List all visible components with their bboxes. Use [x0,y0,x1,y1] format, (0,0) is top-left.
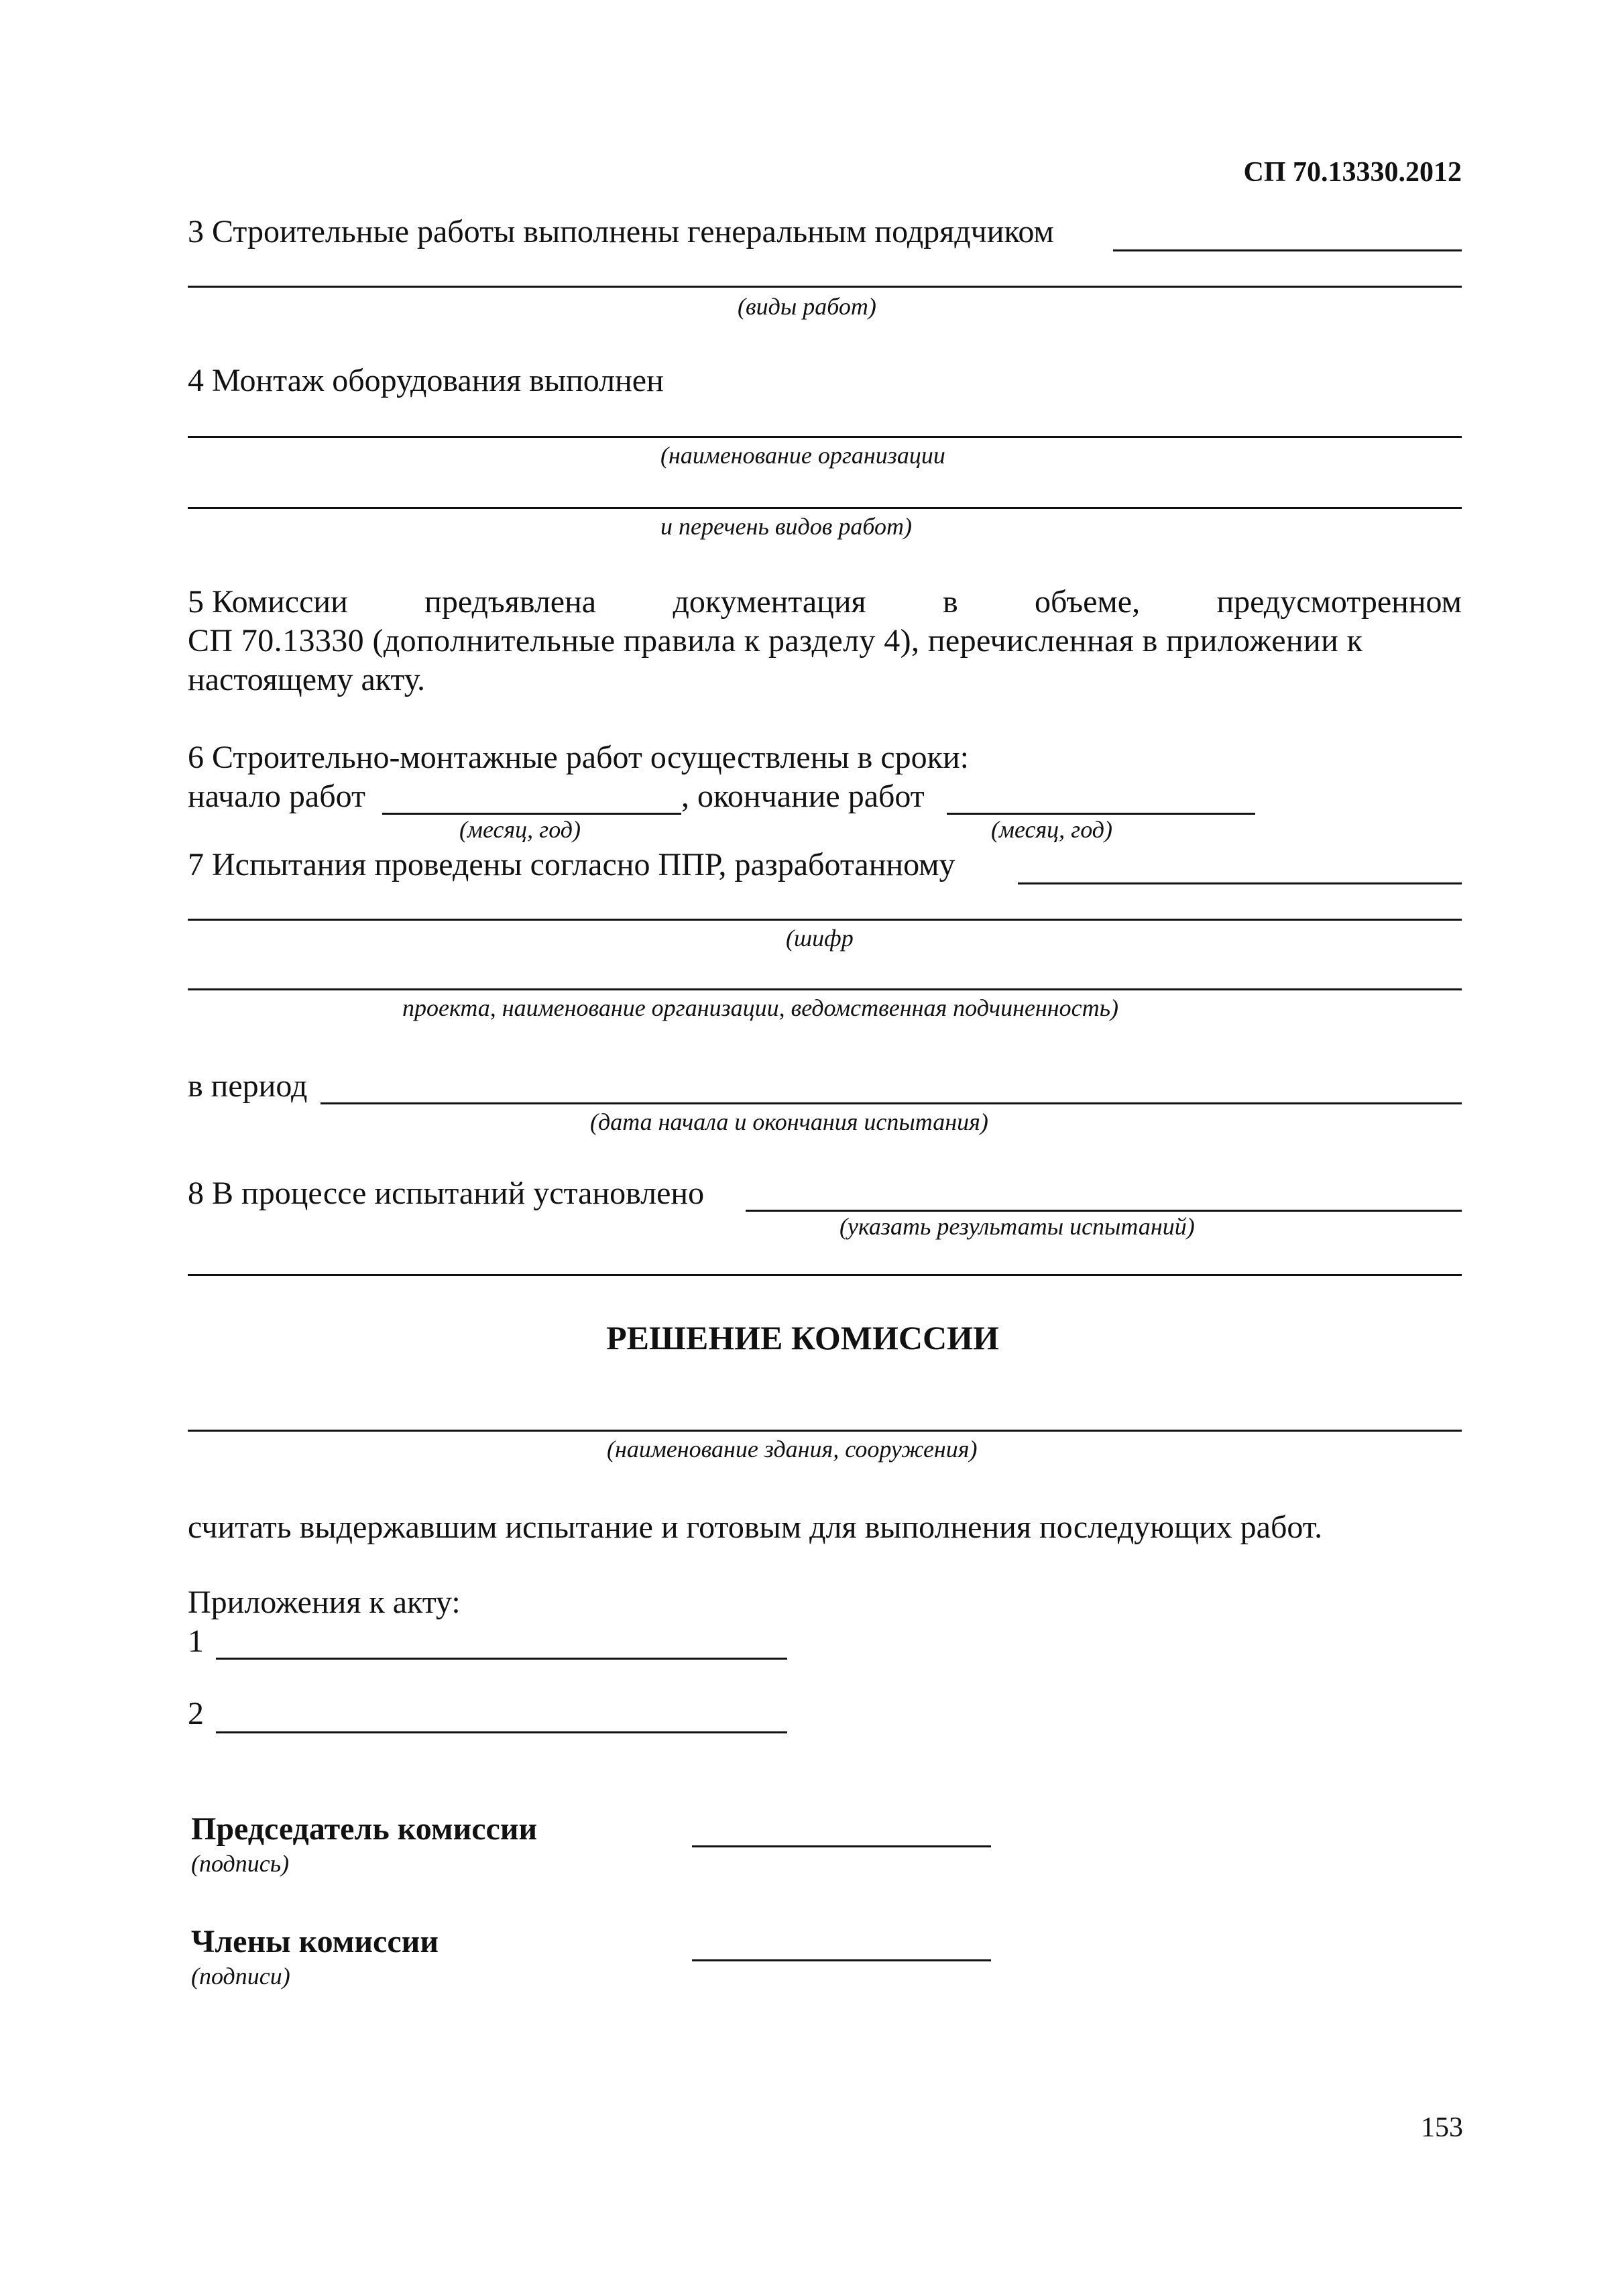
item-7-text: 7 Испытания проведены согласно ППР, разработанному [188,847,955,882]
item-5-line-3: настоящему акту. [188,662,425,697]
item-7-period-field[interactable] [321,1102,1462,1104]
item-6-start-date-field[interactable] [382,813,681,815]
attachment-2-number: 2 [188,1696,204,1731]
item-5-line-2: СП 70.13330 (дополнительные правила к разделу 4), перечисленная в приложении к [188,623,1363,658]
item-8-results-field-2[interactable] [188,1274,1462,1276]
item-3-text: 3 Строительные работы выполнены генеральным подрядчиком [188,214,1054,249]
item-5-line-1: 5 Комиссии предъявлена документация в объеме, предусмотренном [188,584,1462,620]
attachment-2-field[interactable] [216,1731,787,1733]
item-8-caption: (указать результаты испытаний) [839,1213,1195,1240]
members-label: Члены комиссии [191,1924,439,1959]
attachments-title: Приложения к акту: [188,1585,461,1620]
item-7-caption-3: (дата начала и окончания испытания) [590,1108,988,1135]
item-3-contractor-field[interactable] [1113,249,1462,251]
item-4-text: 4 Монтаж оборудования выполнен [188,363,664,398]
attachment-1-number: 1 [188,1623,204,1659]
item-7-period-label: в период [188,1068,308,1104]
decision-title: РЕШЕНИЕ КОМИССИИ [606,1319,999,1357]
item-7-code-field[interactable] [188,919,1462,921]
item-6-start-label: начало работ [188,779,365,814]
item-4-caption-1: (наименование организации [660,442,945,469]
page-number: 153 [1421,2112,1463,2143]
chair-signature-field[interactable] [692,1845,991,1847]
item-6-end-label: , окончание работ [681,779,925,814]
chair-label: Председатель комиссии [191,1811,538,1847]
item-4-caption-2: и перечень видов работ) [660,513,912,540]
item-6-text: 6 Строительно-монтажные работ осуществлены в сроки: [188,740,969,775]
document-code: СП 70.13330.2012 [1243,157,1462,188]
item-7-developer-field[interactable] [1018,882,1462,884]
decision-building-field[interactable] [188,1430,1462,1432]
decision-text: считать выдержавшим испытание и готовым для выполнения последующих работ. [188,1509,1323,1545]
item-4-work-list-field[interactable] [188,507,1462,509]
item-8-results-field[interactable] [746,1210,1462,1212]
item-7-project-field[interactable] [188,988,1462,990]
attachment-1-field[interactable] [216,1658,787,1660]
item-6-end-date-field[interactable] [947,813,1255,815]
item-6-caption-start: (месяц, год) [459,816,581,843]
chair-caption: (подпись) [191,1850,290,1877]
item-7-caption-1: (шифр [786,925,854,952]
decision-caption: (наименование здания, сооружения) [607,1436,978,1462]
members-signature-field[interactable] [692,1959,991,1961]
item-6-caption-end: (месяц, год) [991,816,1112,843]
item-3-work-types-field[interactable] [188,286,1462,288]
item-7-caption-2: проекта, наименование организации, ведомственная подчиненность) [402,994,1118,1021]
members-caption: (подписи) [191,1963,290,1990]
item-8-text: 8 В процессе испытаний установлено [188,1175,705,1211]
item-3-caption: (виды работ) [738,293,876,320]
item-4-organization-field[interactable] [188,436,1462,438]
